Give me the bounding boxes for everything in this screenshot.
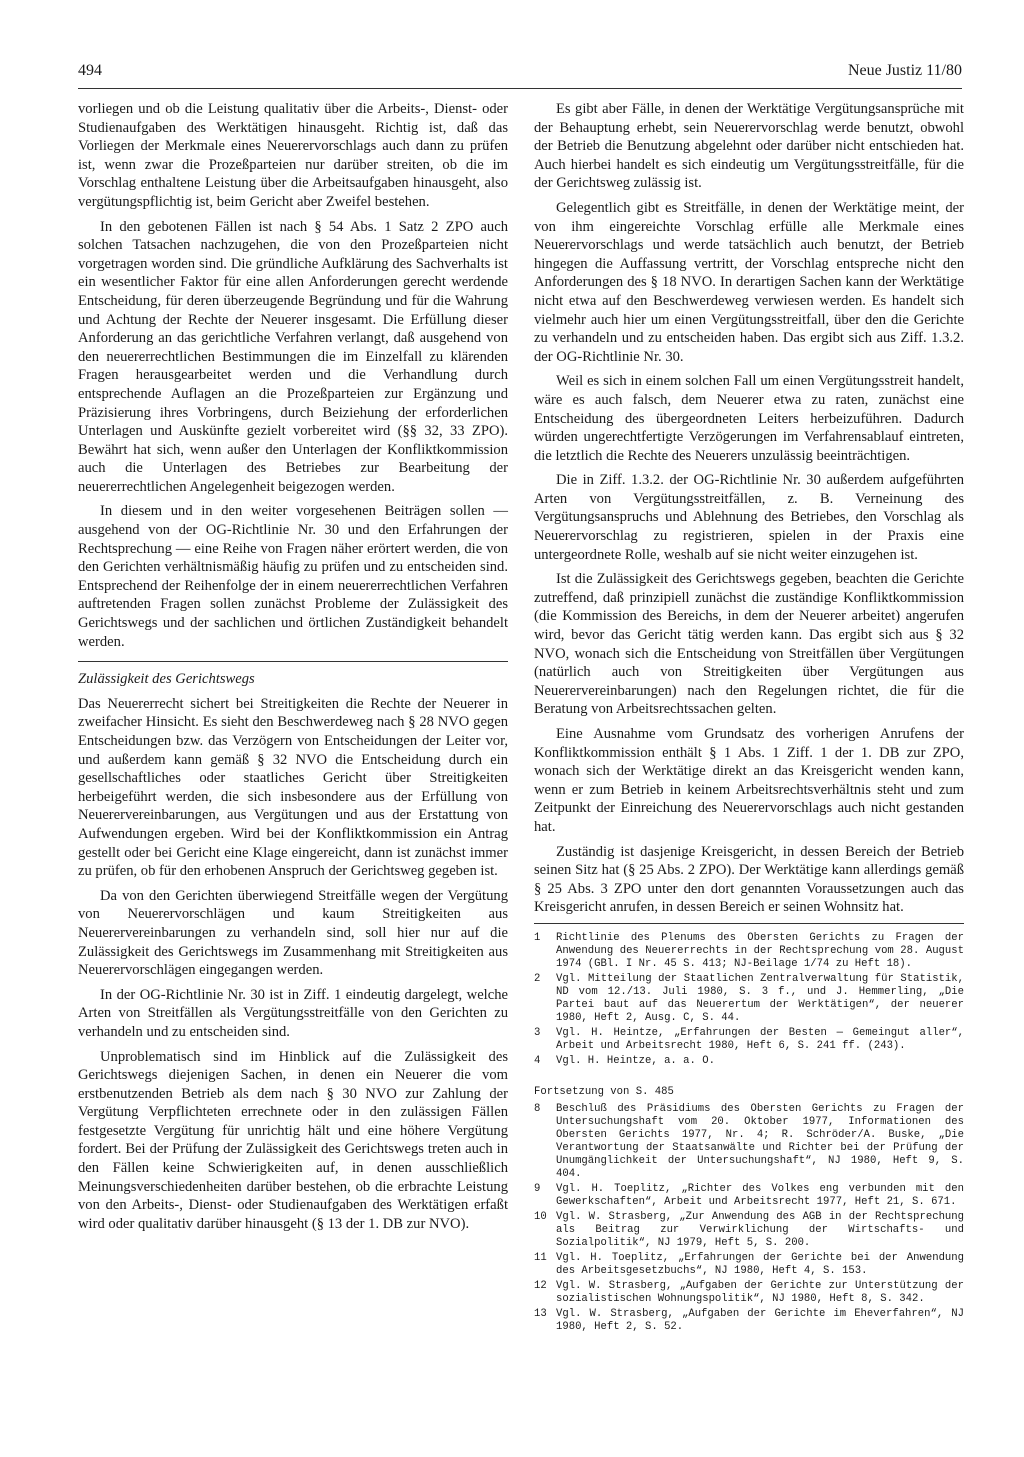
footnote-number: 9 [534, 1182, 541, 1195]
paragraph: Da von den Gerichten überwiegend Streitfälle wegen der Vergütung von Neuerervorschlägen und kaum Streitigkeiten aus Neuerervereinbarungen zu verhandeln sind, soll hier nur auf die Zulässigkeit des Gerichtswegs im Zusammenhang mit Streitigkeiten aus Neuerervorschlägen eingegangen werden. [78, 887, 508, 979]
left-column [78, 100, 508, 1239]
paragraph: Zuständig ist dasjenige Kreisgericht, in dessen Bereich der Betrieb seinen Sitz hat (§ 25 Abs. 2 ZPO). Der Werktätige kann allerdings gemäß § 25 Abs. 3 ZPO unter den dort genannten Voraussetzungen auch das Kreisgericht anrufen, in dessen Bereich er seinen Wohnsitz hat. [534, 843, 964, 916]
footnotes [534, 1103, 964, 1334]
paragraph: Das Neuererrecht sichert bei Streitigkeiten die Rechte der Neuerer in zweifacher Hinsicht. Es sieht den Beschwerdeweg nach § 28 NVO gegen Entscheidungen bzw. das Verzögern von Entscheidungen der Leiter vor, und außerdem kann gemäß § 32 NVO die Entscheidung durch ein gesellschaftliches oder staatliches Gericht über Streitigkeiten herbeigeführt werden, die sich insbesondere aus der Erfüllung von Neuerervereinbarungen, aus Vergütungen und aus der Erstattung von Aufwendungen ergeben. Wird bei der Konfliktkommission ein Antrag gestellt oder bei Gericht eine Klage eingereicht, dann ist zunächst immer zu prüfen, ob für den erhobenen Anspruch der Gerichtsweg gegeben ist. [78, 695, 508, 880]
footnote [534, 1055, 964, 1068]
footnote-number: 12 [534, 1279, 547, 1292]
footnote [534, 1211, 964, 1250]
footnote-text: Vgl. W. Strasberg, „Zur Anwendung des AGB in der Rechtsprechung als Beitrag zur Verwirklichung der Wirtschafts- und Sozialpolitik“, NJ 1979, Heft 5, S. 200. [556, 1210, 964, 1249]
page-header [78, 62, 962, 88]
paragraph: vorliegen und ob die Leistung qualitativ über die Arbeits-, Dienst- oder Studienaufgaben des Werktätigen hinausgeht. Richtig ist, daß das Vorliegen der Merkmale eines Neuerervorschlags auch dann zu prüfen ist, wenn zwar die Prozeßparteien nur darüber streiten, ob die im Vorschlag enthaltene Leistung über die Arbeitsaufgaben hinausgeht, also vergütungspflichtig ist, beim Gericht aber Zweifel bestehen. [78, 101, 508, 210]
paragraph: Ist die Zulässigkeit des Gerichtswegs gegeben, beachten die Gerichte zutreffend, daß prinzipiell zunächst die zuständige Konfliktkommission (die Kommission des Bereichs, in dem der Neuerer arbeitet) angerufen wird, bevor das Gericht tätig werden kann. Das ergibt sich aus § 32 NVO, wonach sich die Entscheidung von Streitfällen über Vergütungen (natürlich auch von Streitigkeiten über Vergütungen aus Neuerervereinbarungen) nach den Regelungen richtet, die für die Beratung von Arbeitsrechtssachen gelten. [534, 571, 964, 718]
footnote-number: 2 [534, 972, 541, 985]
footnote-text: Vgl. H. Toeplitz, „Richter des Volkes eng verbunden mit den Gewerkschaften“, Arbeit und Arbeitsrecht 1977, Heft 21, S. 671. [556, 1182, 964, 1208]
footnote-text: Vgl. H. Heintze, a. a. O. [556, 1054, 715, 1067]
footnote [534, 932, 964, 971]
footnote [534, 1103, 964, 1181]
page-number: 494 [78, 62, 102, 79]
footnote-text: Vgl. W. Strasberg, „Aufgaben der Gerichte zur Unterstützung der sozialistischen Wohnungspolitik“, NJ 1980, Heft 8, S. 342. [556, 1279, 964, 1305]
paragraph: In den gebotenen Fällen ist nach § 54 Abs. 1 Satz 2 ZPO auch solchen Tatsachen nachzugehen, die von den Prozeßparteien nicht vorgetragen worden sind. Die gründliche Aufklärung des Sachverhalts ist ein wesentlicher Faktor für eine allen Anforderungen gerecht werdende Entscheidung, für deren überzeugende Begründung und für die Wahrung und Achtung der Rechte der Neuerer insgesamt. Die Erfüllung dieser Anforderung an das gerichtliche Verfahren verlangt, daß ausgehend von den neuererrechtlichen Bestimmungen die im Einzelfall zu klärenden Fragen herausgearbeitet werden und die Verhandlung durch entsprechende Auflagen an die Prozeßparteien zur Ergänzung und Präzisierung ihres Vorbringens, durch Beiziehung der erforderlichen Unterlagen und Auskünfte gezielt vorbereitet wird (§§ 32, 33 ZPO). Bewährt hat sich, wenn außer den Unterlagen der Konfliktkommission auch die Unterlagen des Betriebes zur Bearbeitung der neuererrechtlichen Angelegenheit beigezogen werden. [78, 218, 508, 495]
footnote [534, 1280, 964, 1306]
header-rule [78, 88, 962, 89]
footnote [534, 1027, 964, 1053]
footnote-text: Richtlinie des Plenums des Obersten Gerichts zu Fragen der Anwendung des Neuererrechts in der Rechtsprechung vom 28. August 1974 (GBl. I Nr. 45 S. 413; NJ-Beilage 1/74 zu Heft 18). [556, 931, 964, 970]
footnote-number: 11 [534, 1251, 547, 1264]
footnote-text: Vgl. Mitteilung der Staatlichen Zentralverwaltung für Statistik, ND vom 12./13. Juli 1980, S. 3 f., und J. Hemmerling, „Die Partei baut auf das Neuerertum der Werktätigen“, der neuerer 1980, Heft 2, Ausg. C, S. 44. [556, 972, 964, 1024]
paragraph: Eine Ausnahme vom Grundsatz des vorherigen Anrufens der Konfliktkommission enthält § 1 Abs. 1 Ziff. 1 der 1. DB zur ZPO, wonach sich der Werktätige direkt an das Kreisgericht wenden kann, wenn er zum Betrieb in keinem Arbeitsrechtsverhältnis steht und zum Zeitpunkt der Einreichung des Neuerervorschlags auch nicht gestanden hat. [534, 726, 964, 835]
footnotes [534, 932, 964, 1068]
footnote-text: Vgl. H. Heintze, „Erfahrungen der Besten — Gemeingut aller“, Arbeit und Arbeitsrecht 1980, Heft 6, S. 241 ff. (243). [556, 1026, 964, 1052]
footnote-text: Vgl. H. Toeplitz, „Erfahrungen der Gerichte bei der Anwendung des Arbeitsgesetzbuchs“, NJ 1980, Heft 4, S. 153. [556, 1251, 964, 1277]
footnote [534, 973, 964, 1025]
footnote-number: 10 [534, 1210, 547, 1223]
footnote-text: Beschluß des Präsidiums des Obersten Gerichts zu Fragen der Untersuchungshaft vom 20. Oktober 1977, Informationen des Obersten Gerichts 1977, Nr. 4; R. Schröder/A. Buske, „Die Verantwortung der Staatsanwälte und Richter bei der Prüfung der Unumgänglichkeit der Untersuchungshaft“, NJ 1980, Heft 9, S. 404. [556, 1102, 964, 1180]
continuation-label: Fortsetzung von S. 485 [534, 1085, 674, 1098]
continued-footnotes [534, 1086, 964, 1334]
footnote-number: 8 [534, 1102, 541, 1115]
section-divider [78, 661, 508, 662]
paragraph: In der OG-Richtlinie Nr. 30 ist in Ziff. 1 eindeutig dargelegt, welche Arten von Streitfällen als Vergütungsstreitfälle von den Gerichten zu verhandeln und zu entscheiden sind. [78, 986, 508, 1040]
paragraph: Es gibt aber Fälle, in denen der Werktätige Vergütungsansprüche mit der Behauptung erhebt, sein Neuerervorschlag werde benutzt, obwohl der Betrieb die Benutzung abgelehnt oder darüber nicht entschieden hat. Auch hierbei handelt es sich eindeutig um Vergütungsstreitfälle, für die der Gerichtsweg zulässig ist. [534, 101, 964, 192]
footnote [534, 1183, 964, 1209]
paragraph: Die in Ziff. 1.3.2. der OG-Richtlinie Nr. 30 außerdem aufgeführten Arten von Vergütungsstreitfällen, z. B. Verneinung des Vergütungsanspruchs und Ablehnung des Betriebes, den Vorschlag als Neuerervorschlag zu registrieren, spielen in der Praxis eine untergeordnete Rolle, weshalb auf sie nicht weiter einzugehen ist. [534, 472, 964, 563]
footnote-number: 13 [534, 1307, 547, 1320]
right-column [534, 100, 964, 1336]
footnote-number: 4 [534, 1054, 541, 1067]
section-heading: Zulässigkeit des Gerichtswegs [78, 671, 255, 688]
footnote-number: 3 [534, 1026, 541, 1039]
paragraph: In diesem und in den weiter vorgesehenen Beiträgen sollen — ausgehend von der OG-Richtlinie Nr. 30 und den Erfahrungen der Rechtsprechung — eine Reihe von Fragen näher erörtert werden, die von den Gerichten verhältnismäßig häufig zu prüfen und zu entscheiden sind. Entsprechend der Reihenfolge der in einem neuererrechtlichen Verfahren auftretenden Fragen sollen zunächst Probleme der Zulässigkeit des Gerichtswegs und der sachlichen und örtlichen Zuständigkeit behandelt werden. [78, 503, 508, 650]
footnote-number: 1 [534, 931, 541, 944]
footnote-divider [534, 923, 964, 924]
journal-title: Neue Justiz 11/80 [847, 62, 962, 79]
footnote [534, 1308, 964, 1334]
paragraph: Weil es sich in einem solchen Fall um einen Vergütungsstreit handelt, wäre es auch falsch, dem Neuerer etwa zu raten, zunächst eine Entscheidung des übergeordneten Leiters herbeizuführen. Dadurch würden ungerechtfertigte Verzögerungen im Verfahrensablauf eintreten, die letztlich die Rechte des Neuerers unzulässig beeinträchtigen. [534, 373, 964, 464]
paragraph: Unproblematisch sind im Hinblick auf die Zulässigkeit des Gerichtswegs diejenigen Sachen, in denen ein Neuerer die vom erstbenutzenden Betrieb als dem nach § 30 NVO zur Zahlung der Vergütung Verpflichteten errechnete oder in den zulässigen Fällen festgesetzte Vergütung für unrichtig hält und eine höhere Vergütung fordert. Bei der Prüfung der Zulässigkeit des Gerichtswegs treten auch in den Fällen keine Schwierigkeiten auf, in denen ausschließlich Meinungsverschiedenheiten darüber bestehen, ob die erbrachte Leistung von den Arbeits-, Dienst- oder Studienaufgaben des Werktätigen erfaßt wird oder qualitativ darüber hinausgeht (§ 13 der 1. DB zur NVO). [78, 1048, 508, 1232]
paragraph: Gelegentlich gibt es Streitfälle, in denen der Werktätige meint, der von ihm eingereichte Vorschlag erfülle alle Merkmale eines Neuerervorschlags und werde tatsächlich auch benutzt, der Betrieb hingegen die Auffassung vertritt, der Vorschlag entspreche nicht den Anforderungen des § 18 NVO. In derartigen Sachen kann der Werktätige nicht etwa auf den Beschwerdeweg verwiesen werden. Es handelt sich vielmehr auch hier um einen Vergütungsstreitfall, über den die Gerichte zu verhandeln und zu entscheiden haben. Das ergibt sich aus Ziff. 1.3.2. der OG-Richtlinie Nr. 30. [534, 199, 964, 365]
footnote-text: Vgl. W. Strasberg, „Aufgaben der Gerichte im Eheverfahren“, NJ 1980, Heft 2, S. 52. [556, 1307, 964, 1333]
footnote [534, 1252, 964, 1278]
